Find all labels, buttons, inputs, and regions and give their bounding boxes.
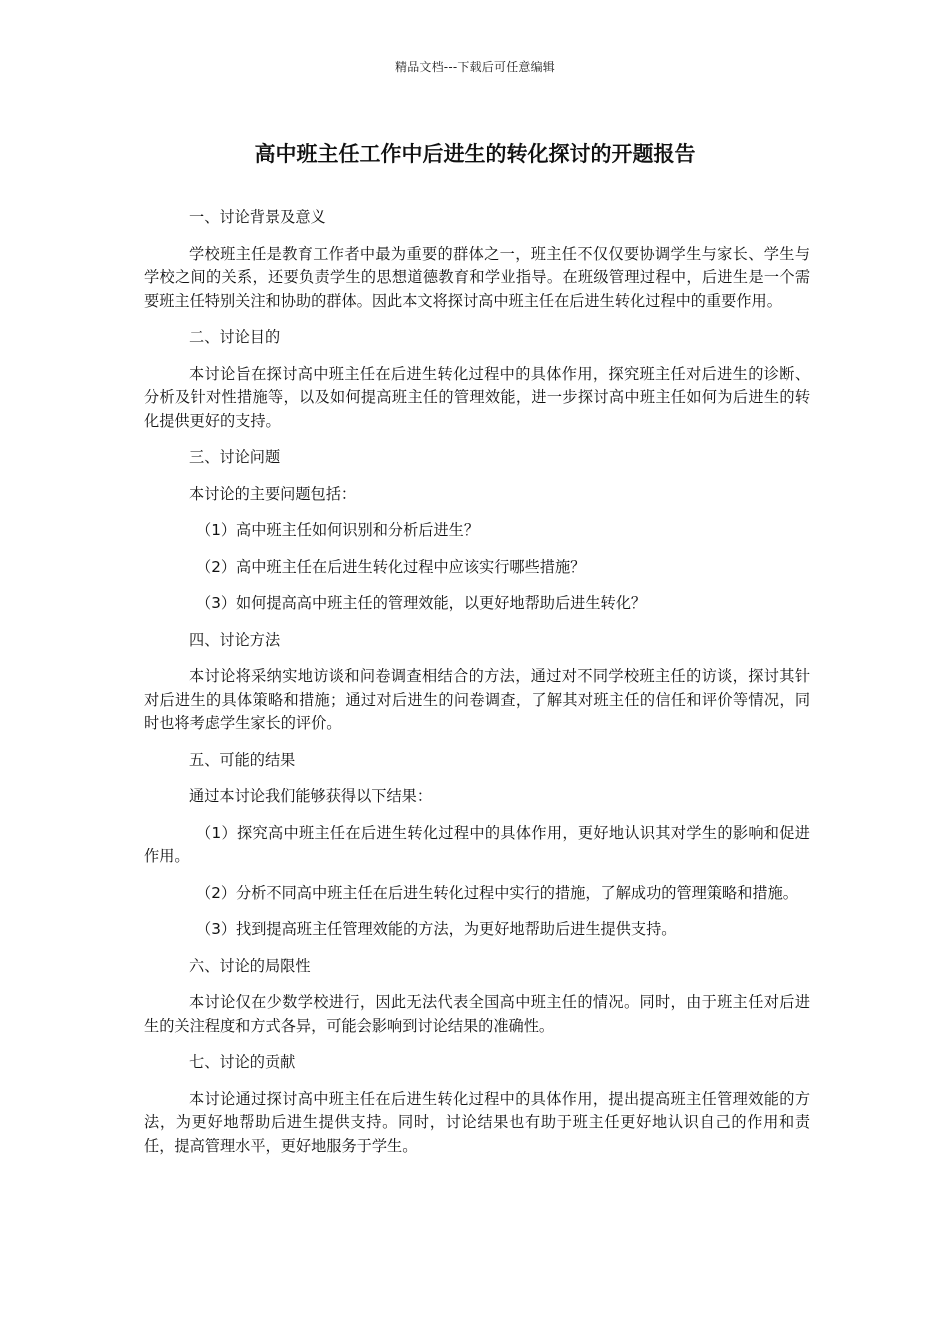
section-heading-method: 四、讨论方法 xyxy=(189,630,281,649)
document-title: 高中班主任工作中后进生的转化探讨的开题报告 xyxy=(254,142,696,166)
result-item: （2）分析不同高中班主任在后进生转化过程中实行的措施，了解成功的管理策略和措施。 xyxy=(196,883,798,902)
section-paragraph-contribution: 本讨论通过探讨高中班主任在后进生转化过程中的具体作用，提出提高班主任管理效能的方法，为更好地帮助后进生提供支持。同时，讨论结果也有助于班主任更好地认识自己的作用和责任，提高管理水平，更好地服务于学生。 xyxy=(144,1089,810,1155)
section-intro-results: 通过本讨论我们能够获得以下结果： xyxy=(189,787,432,805)
section-paragraph-purpose: 本讨论旨在探讨高中班主任在后进生转化过程中的具体作用，探究班主任对后进生的诊断、分析及针对性措施等，以及如何提高班主任的管理效能，进一步探讨高中班主任如何为后进生的转化提供更好的支持。 xyxy=(144,364,810,430)
result-item: （1）探究高中班主任在后进生转化过程中的具体作用，更好地认识其对学生的影响和促进作用。 xyxy=(144,823,810,865)
section-intro-questions: 本讨论的主要问题包括： xyxy=(189,484,357,503)
section-heading-results: 五、可能的结果 xyxy=(189,750,296,769)
question-item: （1）高中班主任如何识别和分析后进生？ xyxy=(196,521,480,539)
section-paragraph-method: 本讨论将采纳实地访谈和问卷调查相结合的方法，通过对不同学校班主任的访谈，探讨其针对后进生的具体策略和措施；通过对后进生的问卷调查，了解其对班主任的信任和评价等情况，同时也将考虑学生家长的评价。 xyxy=(144,667,810,732)
document-body xyxy=(144,206,810,1171)
result-item: （3）找到提高班主任管理效能的方法，为更好地帮助后进生提供支持。 xyxy=(196,920,677,938)
section-heading-questions: 三、讨论问题 xyxy=(189,448,281,466)
section-heading-limitations: 六、讨论的局限性 xyxy=(189,956,311,975)
section-heading-contribution: 七、讨论的贡献 xyxy=(189,1053,296,1071)
section-heading-purpose: 二、讨论目的 xyxy=(189,328,281,346)
section-heading-background: 一、讨论背景及意义 xyxy=(189,208,326,226)
section-paragraph-limitations: 本讨论仅在少数学校进行，因此无法代表全国高中班主任的情况。同时，由于班主任对后进生的关注程度和方式各异，可能会影响到讨论结果的准确性。 xyxy=(144,993,810,1035)
section-paragraph-background: 学校班主任是教育工作者中最为重要的群体之一，班主任不仅仅要协调学生与家长、学生与学校之间的关系，还要负责学生的思想道德教育和学业指导。在班级管理过程中，后进生是一个需要班主任特别关注和协助的群体。因此本文将探讨高中班主任在后进生转化过程中的重要作用。 xyxy=(144,244,810,310)
question-item: （3）如何提高高中班主任的管理效能，以更好地帮助后进生转化？ xyxy=(196,594,647,612)
question-item: （2）高中班主任在后进生转化过程中应该实行哪些措施？ xyxy=(196,557,586,576)
page-header-note: 精品文档---下载后可任意编辑 xyxy=(395,60,555,74)
